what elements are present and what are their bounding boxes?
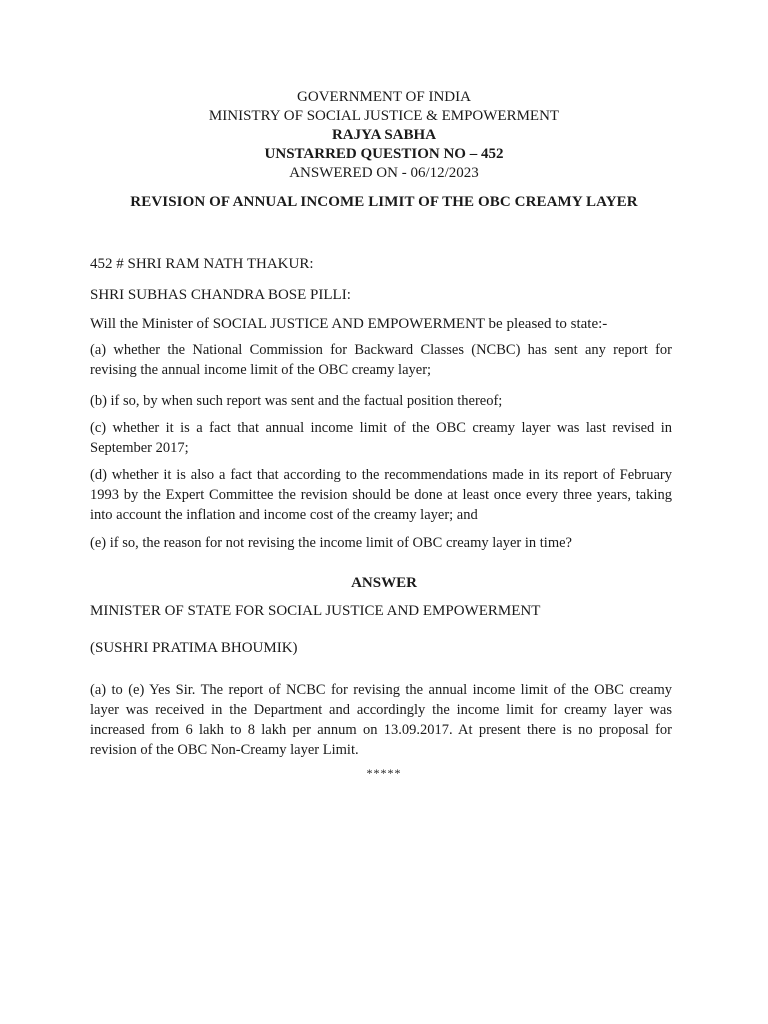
answer-heading: ANSWER (351, 575, 417, 591)
question-intro: Will the Minister of SOCIAL JUSTICE AND EMPOWERMENT be pleased to state:- (90, 316, 608, 332)
answer-text: (a) to (e) Yes Sir. The report of NCBC for revising the annual income limit of the OBC creamy layer was received in the Department and accordingly the income limit for creamy layer was increased from 6 lakh to 8 lakh per annum on 13.09.2017. At present there is no proposal for revision of the OBC Non-Creamy layer Limit. (90, 682, 672, 758)
question-member-2: SHRI SUBHAS CHANDRA BOSE PILLI: (90, 287, 351, 303)
header-question-number: UNSTARRED QUESTION NO – 452 (264, 146, 504, 162)
question-part-e: (e) if so, the reason for not revising the income limit of OBC creamy layer in time? (90, 535, 572, 551)
header-house: RAJYA SABHA (331, 127, 437, 143)
end-mark: ***** (366, 766, 402, 780)
document-title: REVISION OF ANNUAL INCOME LIMIT OF THE OBC CREAMY LAYER (130, 194, 638, 210)
question-part-c: (c) whether it is a fact that annual income limit of the OBC creamy layer was last revised in September 2017; (90, 420, 672, 456)
document-header (0, 88, 768, 183)
answer-minister: MINISTER OF STATE FOR SOCIAL JUSTICE AND EMPOWERMENT (90, 603, 541, 619)
question-member-1: 452 # SHRI RAM NATH THAKUR: (90, 256, 314, 272)
header-ministry: MINISTRY OF SOCIAL JUSTICE & EMPOWERMENT (208, 108, 560, 124)
question-part-b: (b) if so, by when such report was sent and the factual position thereof; (90, 393, 503, 409)
header-government: GOVERNMENT OF INDIA (297, 89, 471, 105)
question-part-a: (a) whether the National Commission for Backward Classes (NCBC) has sent any report for revising the annual income limit of the OBC creamy layer; (90, 342, 672, 378)
answer-minister-name: (SUSHRI PRATIMA BHOUMIK) (90, 640, 298, 656)
question-part-d: (d) whether it is also a fact that according to the recommendations made in its report of February 1993 by the Expert Committee the revision should be done at least once every three years, taking into account the inflation and income cost of the creamy layer; and (90, 467, 672, 523)
header-answer-date: ANSWERED ON - 06/12/2023 (289, 165, 479, 181)
